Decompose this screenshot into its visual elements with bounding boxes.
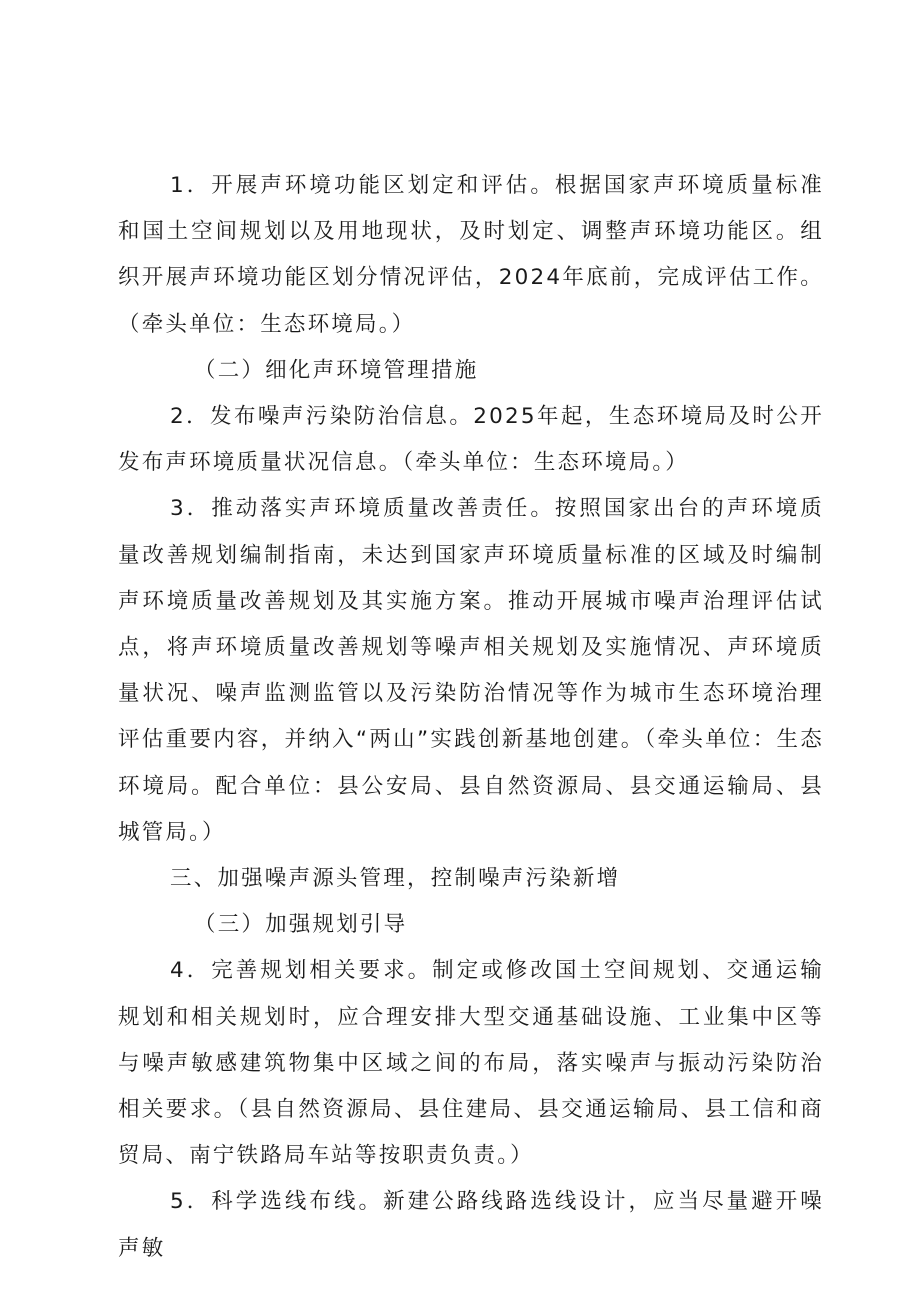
paragraph-item-1: 1．开展声环境功能区划定和评估。根据国家声环境质量标准和国土空间规划以及用地现状，及时划定、调整声环境功能区。组织开展声环境功能区划分情况评估，2024年底前，完成评估工作。（牵头单位：生态环境局。） [118,173,824,337]
section-heading-3: 三、加强噪声源头管理，控制噪声污染新增 [170,866,621,892]
subsection-heading-2: （二）细化声环境管理措施 [194,357,479,383]
paragraph-item-4: 4．完善规划相关要求。制定或修改国土空间规划、交通运输规划和相关规划时，应合理安排大型交通基础设施、工业集中区等与噪声敏感建筑物集中区域之间的布局，落实噪声与振动污染防治相关要求。（县自然资源局、县住建局、县交通运输局、县工信和商贸局、南宁铁路局车站等按职责负责。） [118,958,824,1169]
document-body [118,163,824,1272]
paragraph-item-5: 5．科学选线布线。新建公路线路选线设计，应当尽量避开噪声敏 [118,1189,824,1261]
paragraph-item-2: 2．发布噪声污染防治信息。2025年起，生态环境局及时公开发布声环境质量状况信息。（牵头单位：生态环境局。） [118,404,824,476]
paragraph-item-3: 3．推动落实声环境质量改善责任。按照国家出台的声环境质量改善规划编制指南，未达到国家声环境质量标准的区域及时编制声环境质量改善规划及其实施方案。推动开展城市噪声治理评估试点，将声环境质量改善规划等噪声相关规划及实施情况、声环境质量状况、噪声监测监管以及污染防治情况等作为城市生态环境治理评估重要内容，并纳入“两山”实践创新基地创建。（牵头单位：生态环境局。配合单位：县公安局、县自然资源局、县交通运输局、县城管局。） [118,496,824,845]
subsection-heading-3: （三）加强规划引导 [194,912,408,938]
